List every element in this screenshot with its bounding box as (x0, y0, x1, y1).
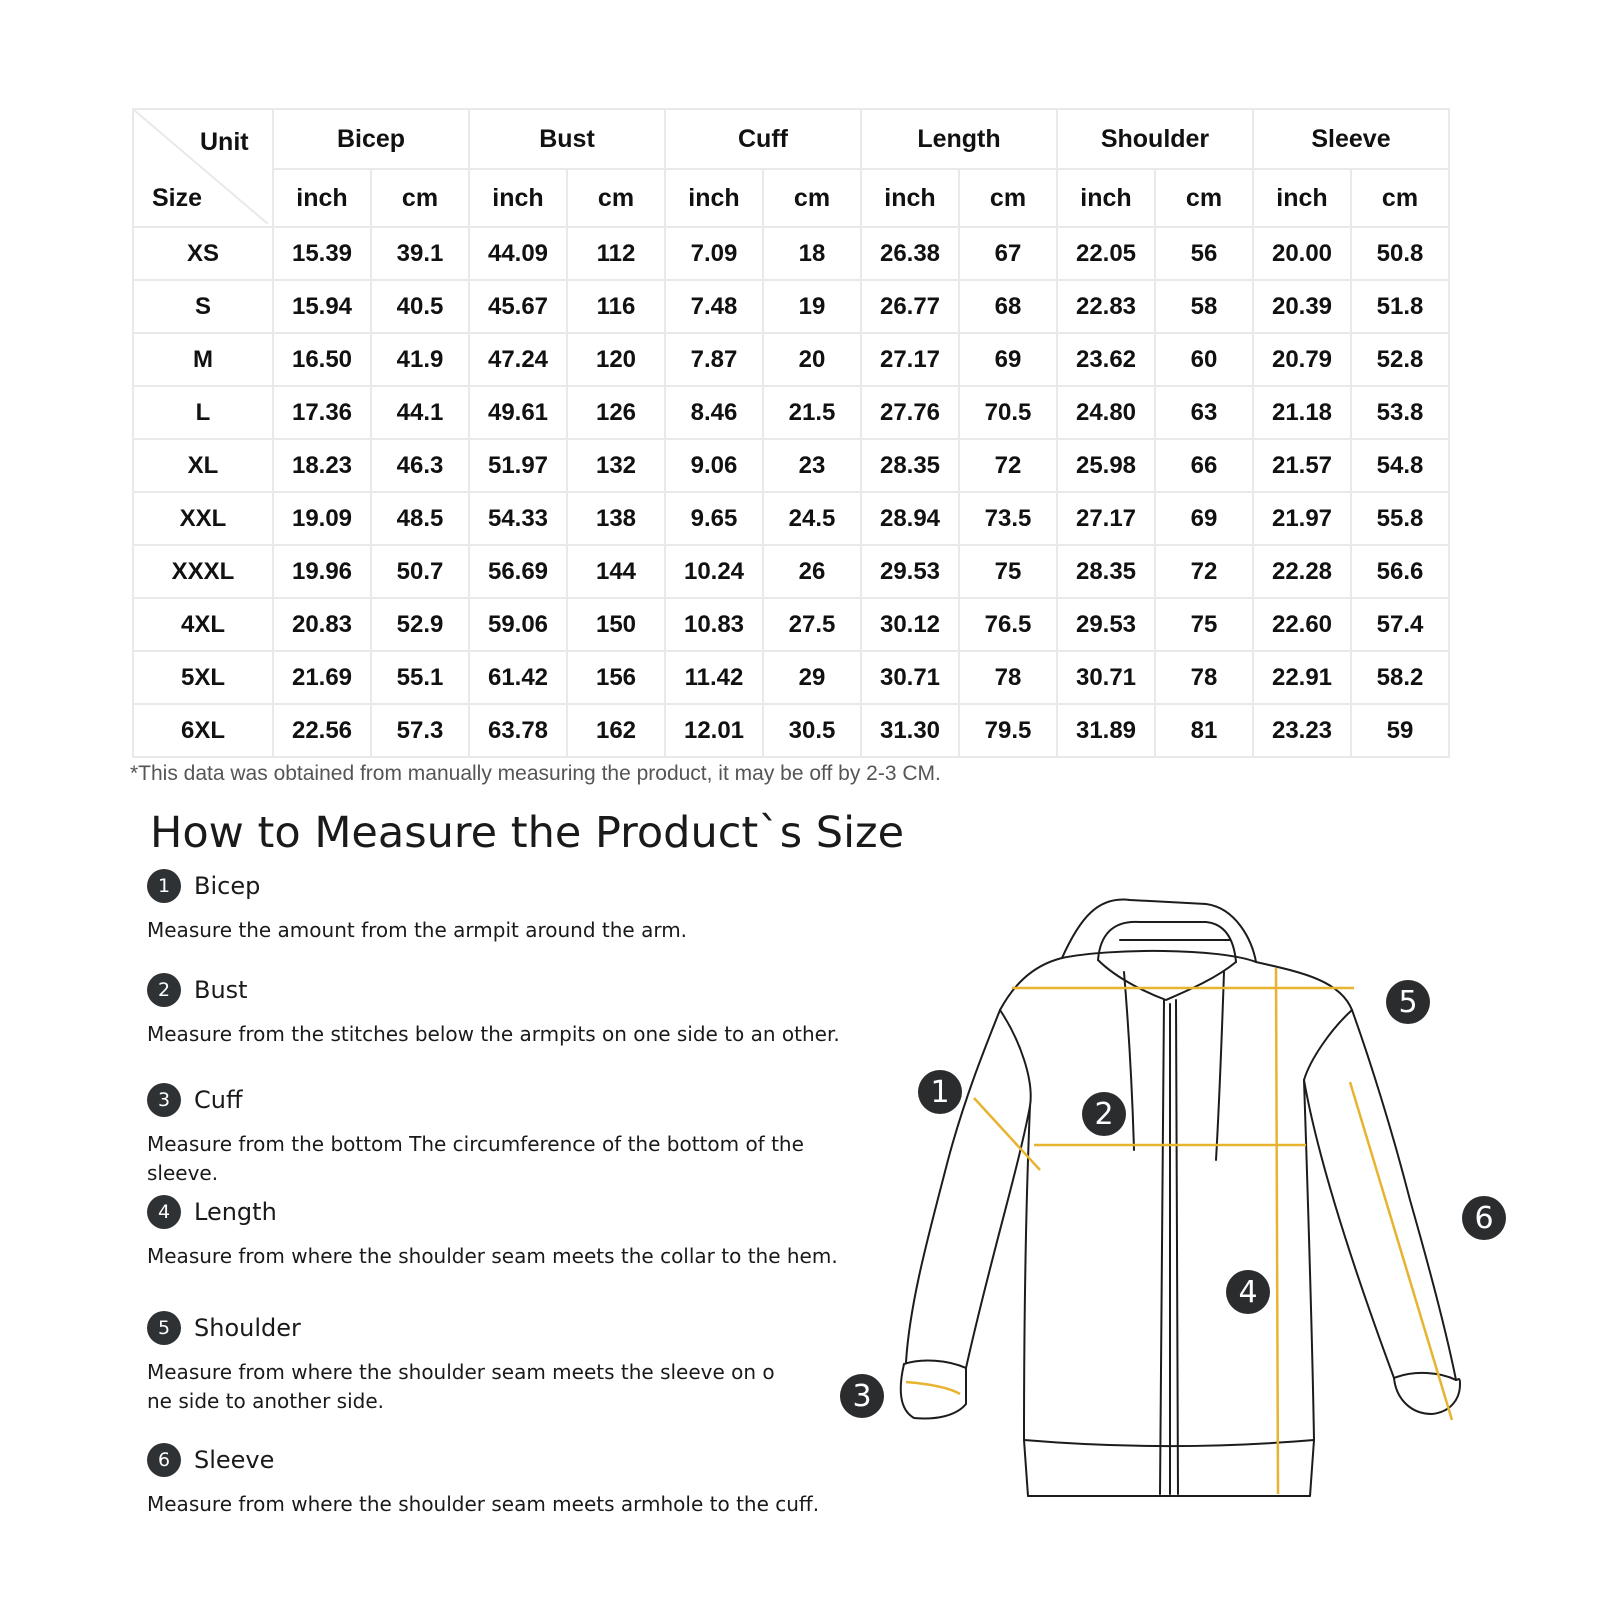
step-number-badge: 6 (147, 1443, 181, 1477)
step-number-badge: 3 (147, 1083, 181, 1117)
unit-column-header: inch (665, 169, 763, 227)
measurement-cell: 21.5 (763, 386, 861, 439)
unit-column-header: cm (1155, 169, 1253, 227)
step-name: Cuff (194, 1086, 243, 1114)
unit-column-header: inch (273, 169, 371, 227)
measurement-cell: 73.5 (959, 492, 1057, 545)
measurement-cell: 24.80 (1057, 386, 1155, 439)
measurement-cell: 54.33 (469, 492, 567, 545)
measurement-cell: 144 (567, 545, 665, 598)
size-cell: S (133, 280, 273, 333)
measurement-cell: 126 (567, 386, 665, 439)
callout-3-cuff: 3 (840, 1374, 884, 1418)
measurement-cell: 150 (567, 598, 665, 651)
measurement-cell: 69 (959, 333, 1057, 386)
table-row (133, 704, 1449, 757)
step-name: Length (194, 1198, 277, 1226)
measurement-cell: 23.23 (1253, 704, 1351, 757)
measurement-cell: 28.35 (1057, 545, 1155, 598)
step-number-badge: 1 (147, 869, 181, 903)
table-row (133, 439, 1449, 492)
measurement-cell: 53.8 (1351, 386, 1449, 439)
step-length (147, 1194, 877, 1271)
measurement-cell: 26.77 (861, 280, 959, 333)
column-group-header: Length (861, 109, 1057, 169)
measurement-cell: 58 (1155, 280, 1253, 333)
size-cell: XXXL (133, 545, 273, 598)
measurement-cell: 22.91 (1253, 651, 1351, 704)
measurement-cell: 22.28 (1253, 545, 1351, 598)
measurement-cell: 58.2 (1351, 651, 1449, 704)
measurement-cell: 49.61 (469, 386, 567, 439)
measurement-cell: 19.96 (273, 545, 371, 598)
measurement-cell: 20.00 (1253, 227, 1351, 280)
measurement-cell: 75 (959, 545, 1057, 598)
measurement-cell: 20.83 (273, 598, 371, 651)
measurement-cell: 8.46 (665, 386, 763, 439)
table-body (133, 227, 1449, 757)
measurement-cell: 7.09 (665, 227, 763, 280)
size-cell: 6XL (133, 704, 273, 757)
unit-column-header: cm (371, 169, 469, 227)
measurement-cell: 56 (1155, 227, 1253, 280)
unit-column-header: inch (1057, 169, 1155, 227)
step-shoulder (147, 1310, 877, 1416)
table-row (133, 651, 1449, 704)
unit-column-header: cm (1351, 169, 1449, 227)
measurement-cell: 30.71 (1057, 651, 1155, 704)
callout-2-bust: 2 (1082, 1092, 1126, 1136)
measurement-cell: 16.50 (273, 333, 371, 386)
unit-column-header: cm (567, 169, 665, 227)
measurement-cell: 39.1 (371, 227, 469, 280)
size-cell: XXL (133, 492, 273, 545)
measurement-cell: 59.06 (469, 598, 567, 651)
measurement-cell: 21.57 (1253, 439, 1351, 492)
table-row (133, 386, 1449, 439)
measurement-cell: 28.94 (861, 492, 959, 545)
measurement-cell: 30.12 (861, 598, 959, 651)
size-chart-table (132, 108, 1450, 758)
step-number-badge: 5 (147, 1311, 181, 1345)
measurement-cell: 55.1 (371, 651, 469, 704)
measurement-cell: 70.5 (959, 386, 1057, 439)
table-row (133, 545, 1449, 598)
measurement-cell: 72 (959, 439, 1057, 492)
measurement-cell: 15.94 (273, 280, 371, 333)
table-row (133, 227, 1449, 280)
unit-column-header: cm (763, 169, 861, 227)
measurement-cell: 18 (763, 227, 861, 280)
measurement-cell: 51.97 (469, 439, 567, 492)
step-description: Measure from where the shoulder seam meets armhole to the cuff. (147, 1492, 820, 1516)
unit-header: Unit (200, 128, 249, 156)
table-row (133, 280, 1449, 333)
measurement-cell: 22.56 (273, 704, 371, 757)
measurement-cell: 31.89 (1057, 704, 1155, 757)
step-name: Sleeve (194, 1446, 275, 1474)
table-row (133, 598, 1449, 651)
measurement-cell: 22.83 (1057, 280, 1155, 333)
column-group-header: Bust (469, 109, 665, 169)
measurement-cell: 21.97 (1253, 492, 1351, 545)
callout-1-bicep: 1 (918, 1070, 962, 1114)
measurement-cell: 112 (567, 227, 665, 280)
measurement-cell: 55.8 (1351, 492, 1449, 545)
measurement-cell: 29.53 (1057, 598, 1155, 651)
measurement-cell: 156 (567, 651, 665, 704)
callout-4-length: 4 (1226, 1270, 1270, 1314)
measurement-cell: 9.06 (665, 439, 763, 492)
column-group-header: Shoulder (1057, 109, 1253, 169)
measurement-cell: 19.09 (273, 492, 371, 545)
column-group-header: Sleeve (1253, 109, 1449, 169)
measurement-cell: 29 (763, 651, 861, 704)
step-bust (147, 972, 877, 1049)
measurement-cell: 27.17 (861, 333, 959, 386)
measurement-cell: 28.35 (861, 439, 959, 492)
measurement-cell: 23 (763, 439, 861, 492)
measurement-cell: 10.24 (665, 545, 763, 598)
measurement-cell: 26 (763, 545, 861, 598)
measurement-cell: 46.3 (371, 439, 469, 492)
table-corner-cell (133, 109, 273, 227)
measurement-cell: 66 (1155, 439, 1253, 492)
measurement-cell: 56.69 (469, 545, 567, 598)
how-to-measure-title: How to Measure the Product`s Size (150, 808, 905, 858)
size-cell: 4XL (133, 598, 273, 651)
step-bicep (147, 868, 877, 945)
step-description: Measure from the bottom The circumference of the bottom of the sleeve. (147, 1132, 804, 1185)
measurement-cell: 21.69 (273, 651, 371, 704)
measurement-cell: 120 (567, 333, 665, 386)
measurement-cell: 63.78 (469, 704, 567, 757)
callout-5-shoulder: 5 (1386, 980, 1430, 1024)
measurement-cell: 17.36 (273, 386, 371, 439)
column-group-header: Bicep (273, 109, 469, 169)
measurement-cell: 67 (959, 227, 1057, 280)
measurement-cell: 27.5 (763, 598, 861, 651)
measurement-cell: 11.42 (665, 651, 763, 704)
measurement-cell: 30.5 (763, 704, 861, 757)
measurement-cell: 162 (567, 704, 665, 757)
measurement-cell: 52.9 (371, 598, 469, 651)
callout-6-sleeve: 6 (1462, 1196, 1506, 1240)
measurement-cell: 31.30 (861, 704, 959, 757)
measurement-cell: 81 (1155, 704, 1253, 757)
measurement-cell: 18.23 (273, 439, 371, 492)
step-sleeve (147, 1442, 877, 1519)
size-cell: M (133, 333, 273, 386)
measurement-cell: 23.62 (1057, 333, 1155, 386)
measurement-cell: 41.9 (371, 333, 469, 386)
size-cell: XS (133, 227, 273, 280)
measurement-cell: 15.39 (273, 227, 371, 280)
measurement-cell: 22.05 (1057, 227, 1155, 280)
measurement-cell: 52.8 (1351, 333, 1449, 386)
measurement-cell: 20 (763, 333, 861, 386)
measurement-cell: 63 (1155, 386, 1253, 439)
measurement-cell: 40.5 (371, 280, 469, 333)
measurement-cell: 44.1 (371, 386, 469, 439)
step-description: Measure from the stitches below the armpits on one side to an other. (147, 1022, 840, 1046)
measurement-cell: 61.42 (469, 651, 567, 704)
measurement-cell: 20.39 (1253, 280, 1351, 333)
size-header: Size (152, 184, 203, 212)
step-description: Measure the amount from the armpit around the arm. (147, 918, 688, 942)
measurement-cell: 9.65 (665, 492, 763, 545)
measurement-cell: 27.17 (1057, 492, 1155, 545)
measurement-cell: 24.5 (763, 492, 861, 545)
unit-column-header: inch (1253, 169, 1351, 227)
measurement-cell: 57.4 (1351, 598, 1449, 651)
measurement-cell: 12.01 (665, 704, 763, 757)
step-name: Bust (194, 976, 248, 1004)
measurement-cell: 68 (959, 280, 1057, 333)
measurement-cell: 50.8 (1351, 227, 1449, 280)
measurement-cell: 116 (567, 280, 665, 333)
table-row (133, 492, 1449, 545)
unit-column-header: cm (959, 169, 1057, 227)
measurement-cell: 72 (1155, 545, 1253, 598)
measurement-cell: 48.5 (371, 492, 469, 545)
measurement-cell: 50.7 (371, 545, 469, 598)
measurement-cell: 78 (1155, 651, 1253, 704)
step-cuff (147, 1082, 877, 1188)
hoodie-jacket-icon (830, 880, 1510, 1520)
step-name: Bicep (194, 872, 261, 900)
measurement-cell: 7.87 (665, 333, 763, 386)
measurement-cell: 54.8 (1351, 439, 1449, 492)
table-row (133, 333, 1449, 386)
measurement-cell: 47.24 (469, 333, 567, 386)
unit-column-header: inch (469, 169, 567, 227)
measurement-cell: 26.38 (861, 227, 959, 280)
size-cell: XL (133, 439, 273, 492)
measurement-cell: 27.76 (861, 386, 959, 439)
measurement-cell: 69 (1155, 492, 1253, 545)
unit-column-header: inch (861, 169, 959, 227)
measurement-cell: 44.09 (469, 227, 567, 280)
measurement-cell: 75 (1155, 598, 1253, 651)
step-name: Shoulder (194, 1314, 301, 1342)
measurement-cell: 25.98 (1057, 439, 1155, 492)
step-description: Measure from where the shoulder seam meets the sleeve on o ne side to another side. (147, 1360, 775, 1413)
step-description: Measure from where the shoulder seam meets the collar to the hem. (147, 1244, 838, 1268)
measurement-cell: 79.5 (959, 704, 1057, 757)
column-group-header: Cuff (665, 109, 861, 169)
measurement-cell: 30.71 (861, 651, 959, 704)
measurement-cell: 78 (959, 651, 1057, 704)
measurement-cell: 19 (763, 280, 861, 333)
measurement-cell: 20.79 (1253, 333, 1351, 386)
step-number-badge: 4 (147, 1195, 181, 1229)
measurement-cell: 138 (567, 492, 665, 545)
measurement-cell: 21.18 (1253, 386, 1351, 439)
measurement-cell: 57.3 (371, 704, 469, 757)
measurement-cell: 29.53 (861, 545, 959, 598)
measurement-footnote: *This data was obtained from manually measuring the product, it may be off by 2-3 CM. (130, 762, 941, 785)
size-cell: L (133, 386, 273, 439)
measurement-cell: 51.8 (1351, 280, 1449, 333)
measurement-cell: 56.6 (1351, 545, 1449, 598)
measurement-cell: 22.60 (1253, 598, 1351, 651)
measurement-cell: 76.5 (959, 598, 1057, 651)
measurement-cell: 10.83 (665, 598, 763, 651)
measurement-cell: 7.48 (665, 280, 763, 333)
measurement-cell: 132 (567, 439, 665, 492)
step-number-badge: 2 (147, 973, 181, 1007)
measurement-lines (906, 968, 1452, 1494)
unit-header-row (133, 169, 1449, 227)
measurement-cell: 59 (1351, 704, 1449, 757)
measurement-cell: 45.67 (469, 280, 567, 333)
measurement-cell: 60 (1155, 333, 1253, 386)
size-cell: 5XL (133, 651, 273, 704)
